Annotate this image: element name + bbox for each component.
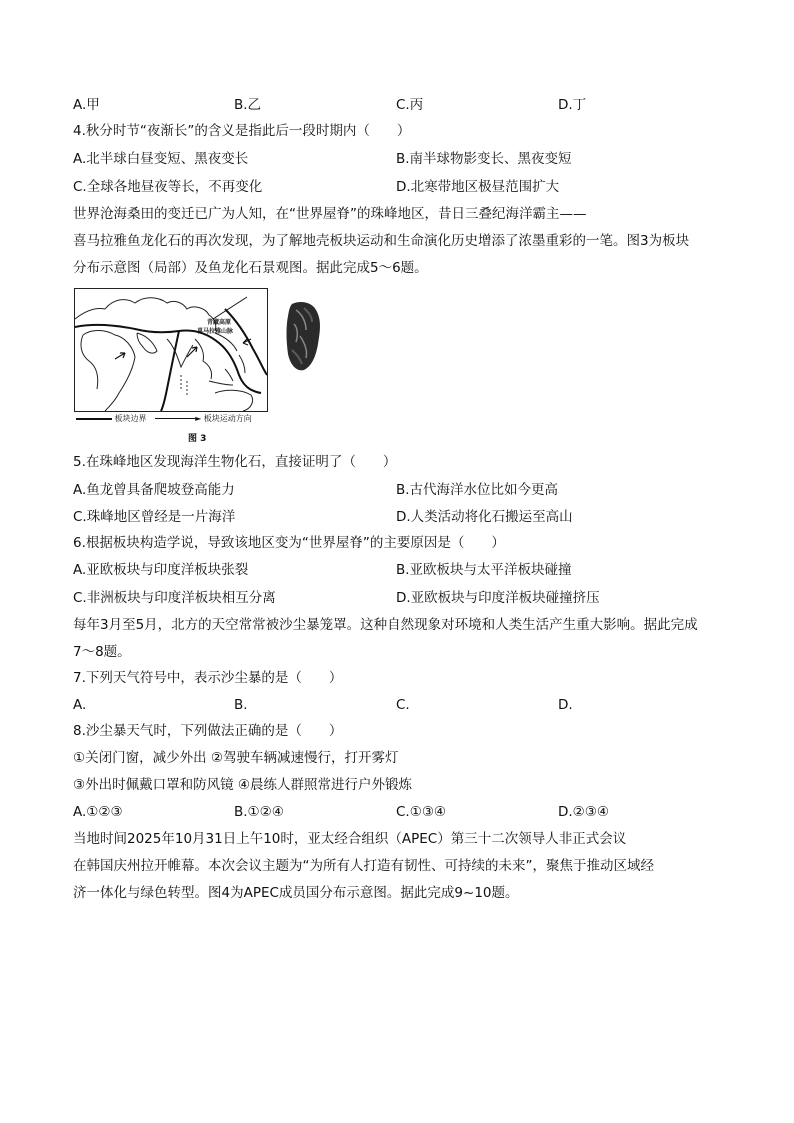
q6-option-c: C.非洲板块与印度洋板块相互分离: [73, 590, 276, 606]
intro-9-10-line-3: 济一体化与绿色转型。图4为APEC成员国分布示意图。据此完成9~10题。: [73, 885, 519, 901]
q7-stem: 7.下列天气符号中，表示沙尘暴的是（ ）: [73, 670, 343, 686]
q3-option-b: B.乙: [234, 97, 262, 113]
arrow-right-icon: ►: [195, 414, 202, 423]
q8-items-line-2: ③外出时佩戴口罩和防风镜 ④晨练人群照常进行户外锻炼: [73, 777, 412, 793]
q8-options: [73, 803, 633, 821]
q4-option-b: B.南半球物影变长、黑夜变短: [396, 151, 572, 167]
q7-options: [73, 696, 633, 714]
q5-options-row2: [73, 508, 633, 526]
q3-option-c: C.丙: [396, 97, 424, 113]
q7-option-b: B.: [234, 697, 248, 713]
intro-9-10-line-2: 在韩国庆州拉开帷幕。本次会议主题为“为所有人打造有韧性、可持续的未来”，聚焦于推动区域经: [73, 858, 654, 874]
map-label-himalaya: 喜马拉雅山脉: [197, 328, 234, 335]
q8-stem: 8.沙尘暴天气时，下列做法正确的是（ ）: [73, 723, 343, 739]
intro-5-6-line-3: 分布示意图（局部）及鱼龙化石景观图。据此完成5～6题。: [73, 260, 428, 276]
q8-items-line-1: ①关闭门窗，减少外出 ②驾驶车辆减速慢行，打开雾灯: [73, 750, 399, 766]
q3-option-a: A.甲: [73, 97, 100, 113]
q4-option-a: A.北半球白昼变短、黑夜变长: [73, 151, 249, 167]
q5-option-b: B.古代海洋水位比如今更高: [396, 482, 559, 498]
intro-7-8-line-2: 7～8题。: [73, 644, 131, 660]
intro-5-6-line-1: 世界沧海桑田的变迁已广为人知，在“世界屋脊”的珠峰地区，昔日三叠纪海洋霸主——: [73, 206, 587, 222]
q4-option-c: C.全球各地昼夜等长，不再变化: [73, 179, 263, 195]
intro-5-6-line-2: 喜马拉雅鱼龙化石的再次发现，为了解地壳板块运动和生命演化历史增添了浓墨重彩的一笔。图3为板块: [73, 233, 690, 249]
q4-options-row1: [73, 150, 633, 168]
q5-stem: 5.在珠峰地区发现海洋生物化石，直接证明了（ ）: [73, 454, 397, 470]
q6-option-b: B.亚欧板块与太平洋板块碰撞: [396, 562, 572, 578]
q3-options: [73, 96, 633, 114]
legend-arrow-line: [155, 418, 195, 419]
q7-option-a: A.: [73, 697, 87, 713]
map-legend: [76, 413, 252, 424]
q6-stem: 6.根据板块构造学说，导致该地区变为“世界屋脊”的主要原因是（ ）: [73, 535, 505, 551]
q4-stem: 4.秋分时节“夜渐长”的含义是指此后一段时期内（ ）: [73, 123, 411, 139]
q4-option-d: D.北寒带地区极昼范围扩大: [396, 179, 560, 195]
q8-option-d: D.②③④: [558, 804, 609, 820]
intro-7-8-line-1: 每年3月至5月，北方的天空常常被沙尘暴笼罩。这种自然现象对环境和人类生活产生重大影响。据此完成: [73, 617, 698, 633]
legend-boundary-line: [76, 418, 112, 420]
map-label-plateau: 青藏高原: [207, 319, 232, 326]
plate-distribution-map: [74, 288, 268, 412]
intro-9-10-line-1: 当地时间2025年10月31日上午10时，亚太经合组织（APEC）第三十二次领导人非正式会议: [73, 831, 627, 847]
q6-options-row1: [73, 561, 633, 579]
map-illustration: [75, 289, 267, 411]
q4-options-row2: [73, 178, 633, 196]
legend-direction-label: 板块运动方向: [203, 414, 252, 423]
q7-option-d: D.: [558, 697, 573, 713]
q6-options-row2: [73, 589, 633, 607]
q8-option-b: B.①②④: [234, 804, 284, 820]
q8-option-a: A.①②③: [73, 804, 123, 820]
q5-option-a: A.鱼龙曾具备爬坡登高能力: [73, 482, 235, 498]
q5-options-row1: [73, 481, 633, 499]
legend-boundary-label: 板块边界: [114, 414, 147, 423]
q7-option-c: C.: [396, 697, 410, 713]
q3-option-d: D.丁: [558, 97, 587, 113]
figure-3-caption: 图 3: [188, 434, 207, 444]
ichthyosaur-fossil-image: [282, 300, 324, 372]
q6-option-a: A.亚欧板块与印度洋板块张裂: [73, 562, 249, 578]
q5-option-c: C.珠峰地区曾经是一片海洋: [73, 509, 236, 525]
q8-option-c: C.①③④: [396, 804, 447, 820]
q6-option-d: D.亚欧板块与印度洋板块碰撞挤压: [396, 590, 600, 606]
q5-option-d: D.人类活动将化石搬运至高山: [396, 509, 573, 525]
